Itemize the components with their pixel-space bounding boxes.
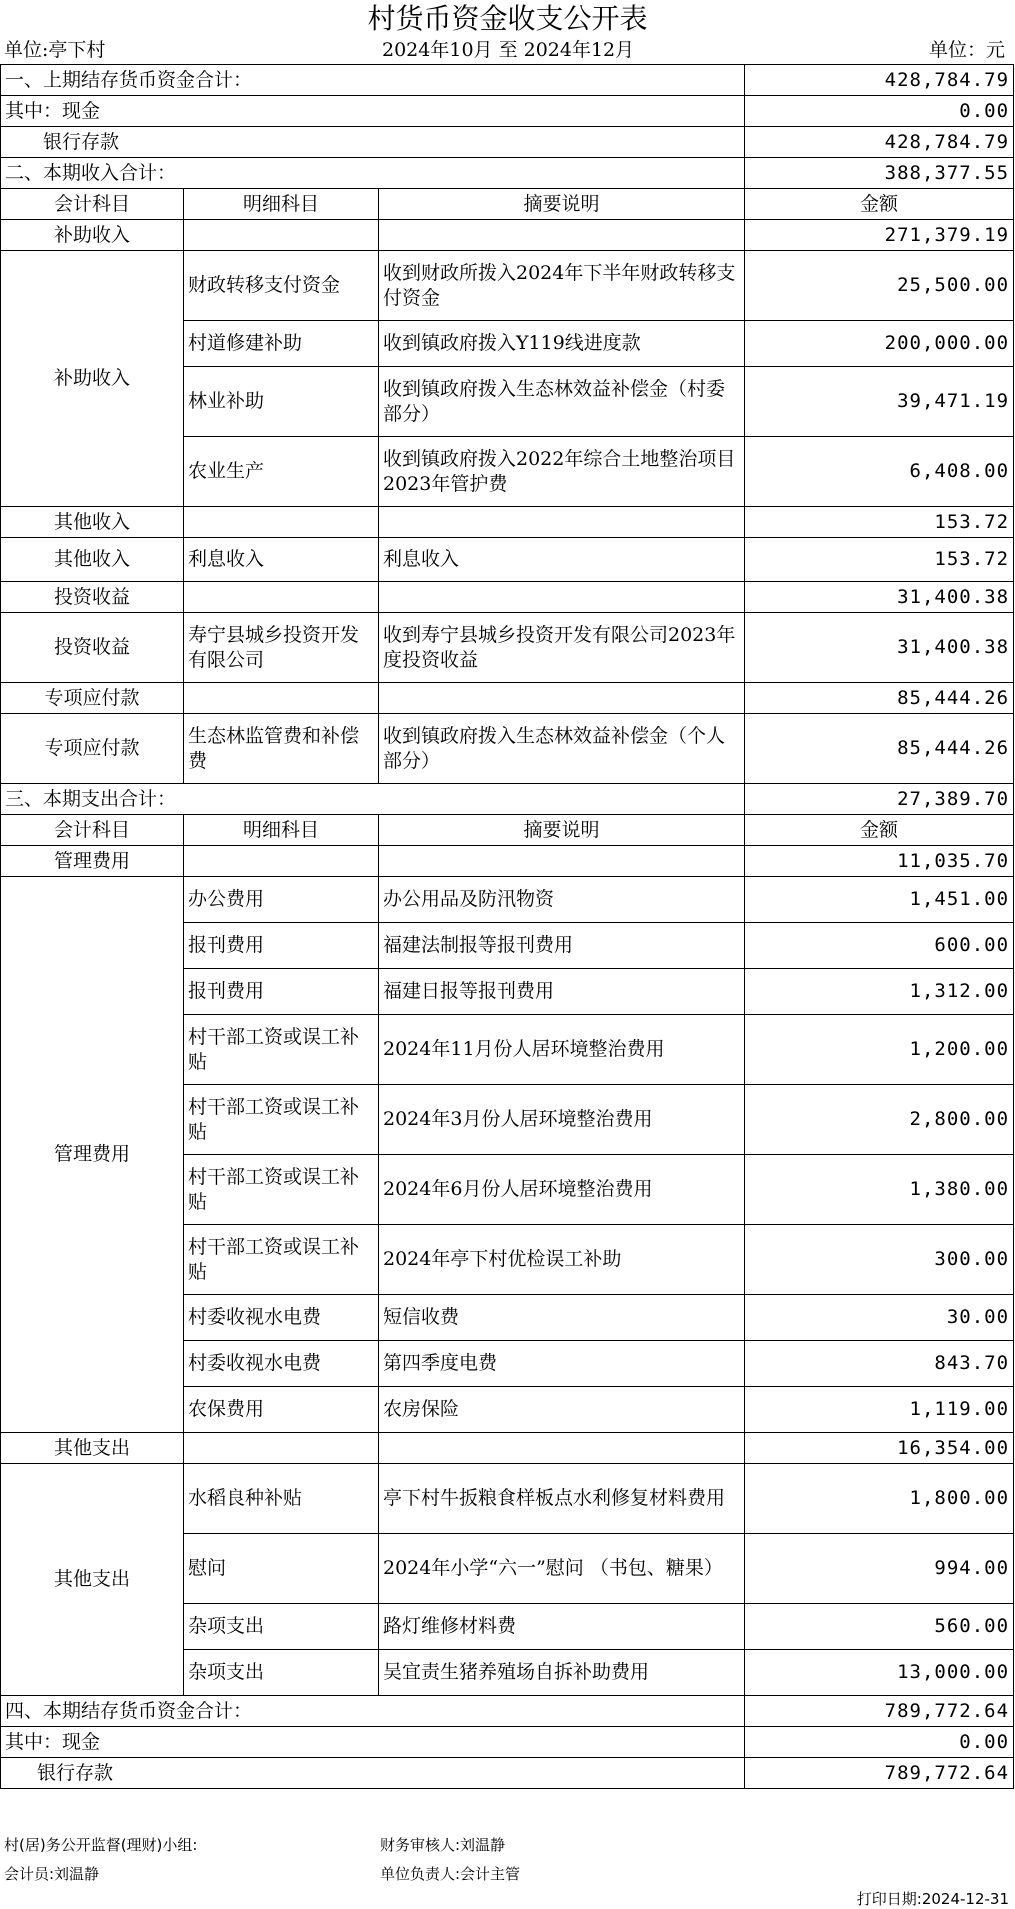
description-cell: 短信收费 (379, 1295, 745, 1341)
subtotal-subject: 专项应付款 (1, 683, 184, 714)
detail-cell: 农业生产 (184, 437, 379, 507)
group-subject: 投资收益 (1, 613, 184, 683)
opening-total-row-amount: 428,784.79 (745, 65, 1014, 96)
currency-label: 单位：元 (928, 39, 1005, 61)
detail-cell: 慰问 (184, 1534, 379, 1604)
closing-cash-row-amount: 0.00 (745, 1727, 1014, 1758)
subtotal-desc-empty (379, 507, 745, 538)
group-subject: 补助收入 (1, 251, 184, 507)
description-cell: 收到财政所拨入2024年下半年财政转移支付资金 (379, 251, 745, 321)
amount-cell: 85,444.26 (745, 714, 1014, 784)
group-subject: 其他收入 (1, 538, 184, 582)
subtotal-row (1, 683, 1014, 714)
detail-cell: 村干部工资或误工补贴 (184, 1015, 379, 1085)
description-cell: 第四季度电费 (379, 1341, 745, 1387)
detail-cell: 报刊费用 (184, 923, 379, 969)
amount-cell: 1,312.00 (745, 969, 1014, 1015)
footer-leader: 单位负责人:会计主管 (380, 1865, 521, 1883)
expense-total-row (1, 784, 1014, 815)
description-cell: 2024年11月份人居环境整治费用 (379, 1015, 745, 1085)
subtotal-amount: 271,379.19 (745, 220, 1014, 251)
column-header: 摘要说明 (379, 189, 745, 220)
closing-cash-row (1, 1727, 1014, 1758)
subtotal-subject: 管理费用 (1, 846, 184, 877)
detail-cell: 办公费用 (184, 877, 379, 923)
detail-cell: 生态林监管费和补偿费 (184, 714, 379, 784)
description-cell: 2024年6月份人居环境整治费用 (379, 1155, 745, 1225)
detail-cell: 农保费用 (184, 1387, 379, 1433)
page-title: 村货币资金收支公开表 (367, 2, 648, 35)
finance-table (0, 64, 1014, 1789)
detail-cell: 林业补助 (184, 367, 379, 437)
subtotal-subject: 投资收益 (1, 582, 184, 613)
column-header: 金额 (745, 189, 1014, 220)
amount-cell: 600.00 (745, 923, 1014, 969)
amount-cell: 300.00 (745, 1225, 1014, 1295)
subtotal-detail-empty (184, 683, 379, 714)
description-cell: 亭下村牛扳粮食样板点水利修复材料费用 (379, 1464, 745, 1534)
column-header: 摘要说明 (379, 815, 745, 846)
subtotal-row (1, 846, 1014, 877)
income-total-row-amount: 388,377.55 (745, 158, 1014, 189)
opening-total-row-label: 一、上期结存货币资金合计： (1, 65, 745, 96)
column-header: 金额 (745, 815, 1014, 846)
amount-cell: 30.00 (745, 1295, 1014, 1341)
subtotal-row (1, 220, 1014, 251)
amount-cell: 1,800.00 (745, 1464, 1014, 1534)
description-cell: 收到镇政府拨入生态林效益补偿金（村委部分） (379, 367, 745, 437)
subtotal-desc-empty (379, 582, 745, 613)
subtotal-amount: 153.72 (745, 507, 1014, 538)
detail-cell: 利息收入 (184, 538, 379, 582)
detail-cell: 寿宁县城乡投资开发有限公司 (184, 613, 379, 683)
table-row (1, 613, 1014, 683)
closing-bank-row-amount: 789,772.64 (745, 1758, 1014, 1789)
description-cell: 福建法制报等报刊费用 (379, 923, 745, 969)
subtotal-amount: 16,354.00 (745, 1433, 1014, 1464)
closing-cash-row-label: 其中：现金 (1, 1727, 745, 1758)
detail-cell: 村干部工资或误工补贴 (184, 1155, 379, 1225)
subtotal-subject: 其他收入 (1, 507, 184, 538)
expense-total-row-label: 三、本期支出合计： (1, 784, 745, 815)
detail-cell: 杂项支出 (184, 1604, 379, 1650)
detail-cell: 报刊费用 (184, 969, 379, 1015)
detail-cell: 财政转移支付资金 (184, 251, 379, 321)
description-cell: 农房保险 (379, 1387, 745, 1433)
closing-bank-row-label: 银行存款 (1, 1758, 745, 1789)
description-cell: 吴宜责生猪养殖场自拆补助费用 (379, 1650, 745, 1696)
detail-cell: 村干部工资或误工补贴 (184, 1225, 379, 1295)
detail-cell: 村道修建补助 (184, 321, 379, 367)
amount-cell: 560.00 (745, 1604, 1014, 1650)
detail-cell: 村干部工资或误工补贴 (184, 1085, 379, 1155)
table-row (1, 1464, 1014, 1534)
group-subject: 管理费用 (1, 877, 184, 1433)
amount-cell: 1,451.00 (745, 877, 1014, 923)
subtotal-desc-empty (379, 1433, 745, 1464)
amount-cell: 994.00 (745, 1534, 1014, 1604)
unit-label: 单位:亭下村 (4, 39, 106, 61)
description-cell: 2024年亭下村优检误工补助 (379, 1225, 745, 1295)
subtotal-detail-empty (184, 846, 379, 877)
amount-cell: 843.70 (745, 1341, 1014, 1387)
subtotal-row (1, 507, 1014, 538)
income-total-row-label: 二、本期收入合计： (1, 158, 745, 189)
description-cell: 2024年小学“六一”慰问 （书包、糖果） (379, 1534, 745, 1604)
footer-supervision: 村(居)务公开监督(理财)小组: (4, 1836, 198, 1854)
description-cell: 2024年3月份人居环境整治费用 (379, 1085, 745, 1155)
amount-cell: 1,380.00 (745, 1155, 1014, 1225)
subtotal-amount: 11,035.70 (745, 846, 1014, 877)
amount-cell: 153.72 (745, 538, 1014, 582)
closing-total-row (1, 1696, 1014, 1727)
description-cell: 办公用品及防汛物资 (379, 877, 745, 923)
description-cell: 收到镇政府拨入生态林效益补偿金（个人部分） (379, 714, 745, 784)
subtotal-detail-empty (184, 1433, 379, 1464)
subtotal-amount: 31,400.38 (745, 582, 1014, 613)
subtotal-detail-empty (184, 220, 379, 251)
column-header: 会计科目 (1, 815, 184, 846)
amount-cell: 13,000.00 (745, 1650, 1014, 1696)
opening-bank-row (1, 127, 1014, 158)
opening-total-row (1, 65, 1014, 96)
closing-total-row-amount: 789,772.64 (745, 1696, 1014, 1727)
subtotal-subject: 补助收入 (1, 220, 184, 251)
closing-total-row-label: 四、本期结存货币资金合计： (1, 1696, 745, 1727)
subtotal-subject: 其他支出 (1, 1433, 184, 1464)
footer-print-date: 打印日期:2024-12-31 (856, 1890, 1009, 1908)
group-subject: 专项应付款 (1, 714, 184, 784)
description-cell: 收到镇政府拨入2022年综合土地整治项目2023年管护费 (379, 437, 745, 507)
opening-cash-row-amount: 0.00 (745, 96, 1014, 127)
footer-auditor: 财务审核人:刘温静 (380, 1836, 506, 1854)
column-header: 会计科目 (1, 189, 184, 220)
description-cell: 收到寿宁县城乡投资开发有限公司2023年度投资收益 (379, 613, 745, 683)
closing-bank-row (1, 1758, 1014, 1789)
table-row (1, 877, 1014, 923)
subtotal-amount: 85,444.26 (745, 683, 1014, 714)
group-subject: 其他支出 (1, 1464, 184, 1696)
amount-cell: 2,800.00 (745, 1085, 1014, 1155)
column-header: 明细科目 (184, 815, 379, 846)
period-range: 2024年10月 至 2024年12月 (382, 39, 635, 61)
subtotal-detail-empty (184, 507, 379, 538)
subtotal-desc-empty (379, 220, 745, 251)
amount-cell: 6,408.00 (745, 437, 1014, 507)
detail-cell: 水稻良种补贴 (184, 1464, 379, 1534)
detail-cell: 杂项支出 (184, 1650, 379, 1696)
amount-cell: 39,471.19 (745, 367, 1014, 437)
subtotal-row (1, 1433, 1014, 1464)
amount-cell: 1,119.00 (745, 1387, 1014, 1433)
opening-bank-row-amount: 428,784.79 (745, 127, 1014, 158)
amount-cell: 25,500.00 (745, 251, 1014, 321)
table-row (1, 538, 1014, 582)
column-header: 明细科目 (184, 189, 379, 220)
footer-accountant: 会计员:刘温静 (4, 1865, 100, 1883)
expense-total-row-amount: 27,389.70 (745, 784, 1014, 815)
description-cell: 利息收入 (379, 538, 745, 582)
subtotal-desc-empty (379, 683, 745, 714)
opening-cash-row-label: 其中：现金 (1, 96, 745, 127)
detail-cell: 村委收视水电费 (184, 1341, 379, 1387)
description-cell: 路灯维修材料费 (379, 1604, 745, 1650)
amount-cell: 200,000.00 (745, 321, 1014, 367)
subtotal-row (1, 582, 1014, 613)
opening-bank-row-label: 银行存款 (1, 127, 745, 158)
description-cell: 收到镇政府拨入Y119线进度款 (379, 321, 745, 367)
subtotal-detail-empty (184, 582, 379, 613)
income-total-row (1, 158, 1014, 189)
column-header-row (1, 189, 1014, 220)
column-header-row (1, 815, 1014, 846)
table-row (1, 251, 1014, 321)
description-cell: 福建日报等报刊费用 (379, 969, 745, 1015)
table-row (1, 714, 1014, 784)
detail-cell: 村委收视水电费 (184, 1295, 379, 1341)
amount-cell: 31,400.38 (745, 613, 1014, 683)
amount-cell: 1,200.00 (745, 1015, 1014, 1085)
subtotal-desc-empty (379, 846, 745, 877)
opening-cash-row (1, 96, 1014, 127)
